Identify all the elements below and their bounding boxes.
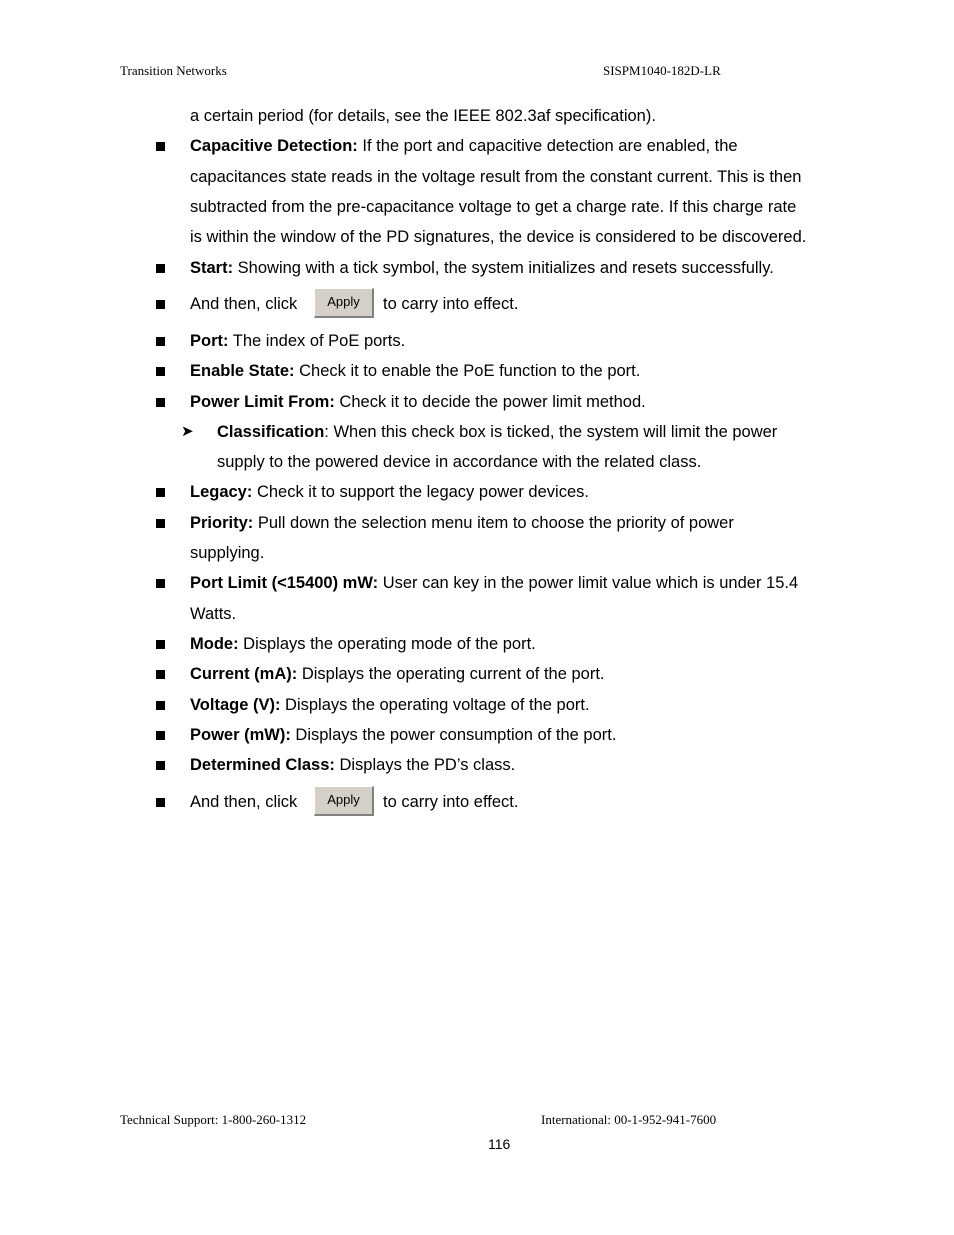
black-square-icon bbox=[156, 640, 165, 649]
footer-support: Technical Support: 1-800-260-1312 bbox=[120, 1112, 307, 1127]
priority-item: Priority: Pull down the selection menu item to choose the priority of power bbox=[190, 514, 734, 532]
classification-item: Classification: When this check box is ticked, the system will limit the power bbox=[217, 423, 778, 441]
apply-button[interactable]: Apply bbox=[314, 786, 374, 816]
port-limit-item: Port Limit (<15400) mW: User can key in the power limit value which is under 15.4 bbox=[190, 574, 799, 592]
power-limit-from-item: Power Limit From: Check it to decide the power limit method. bbox=[190, 393, 646, 411]
text-line: supply to the powered device in accordance with the related class. bbox=[217, 453, 702, 471]
header-model: SISPM1040-182D-LR bbox=[603, 63, 721, 78]
black-square-icon bbox=[156, 300, 165, 309]
black-square-icon bbox=[156, 519, 165, 528]
capacitive-detection-item: Capacitive Detection: If the port and capacitive detection are enabled, the bbox=[190, 137, 738, 155]
black-square-icon bbox=[156, 264, 165, 273]
black-square-icon bbox=[156, 731, 165, 740]
start-item: Start: Showing with a tick symbol, the system initializes and resets successfully. bbox=[190, 259, 774, 277]
text-line: is within the window of the PD signatures, the device is considered to be discovered. bbox=[190, 228, 807, 246]
text-line: subtracted from the pre-capacitance voltage to get a charge rate. If this charge rate bbox=[190, 198, 797, 216]
footer-international: International: 00-1-952-941-7600 bbox=[541, 1112, 717, 1127]
carry-into-effect-text: to carry into effect. bbox=[383, 295, 519, 313]
black-square-icon bbox=[156, 579, 165, 588]
black-square-icon bbox=[156, 367, 165, 376]
and-then-text: And then, click bbox=[190, 295, 298, 313]
apply-button[interactable]: Apply bbox=[314, 288, 374, 318]
enable-state-item: Enable State: Check it to enable the PoE function to the port. bbox=[190, 362, 641, 380]
current-item: Current (mA): Displays the operating current of the port. bbox=[190, 665, 605, 683]
black-square-icon bbox=[156, 337, 165, 346]
black-square-icon bbox=[156, 488, 165, 497]
text-line: Watts. bbox=[190, 605, 237, 623]
voltage-item: Voltage (V): Displays the operating voltage of the port. bbox=[190, 696, 590, 714]
header-company: Transition Networks bbox=[120, 63, 227, 78]
black-square-icon bbox=[156, 761, 165, 770]
and-then-text: And then, click bbox=[190, 793, 298, 811]
port-item: Port: The index of PoE ports. bbox=[190, 332, 406, 350]
black-square-icon bbox=[156, 701, 165, 710]
black-square-icon bbox=[156, 670, 165, 679]
page-number: 116 bbox=[488, 1136, 511, 1152]
text-line: a certain period (for details, see the IEEE 802.3af specification). bbox=[190, 107, 656, 125]
carry-into-effect-text: to carry into effect. bbox=[383, 793, 519, 811]
black-square-icon bbox=[156, 142, 165, 151]
determined-class-item: Determined Class: Displays the PD’s class. bbox=[190, 756, 516, 774]
legacy-item: Legacy: Check it to support the legacy power devices. bbox=[190, 483, 589, 501]
text-line: supplying. bbox=[190, 544, 265, 562]
power-item: Power (mW): Displays the power consumption of the port. bbox=[190, 726, 617, 744]
arrowhead-icon: ➤ bbox=[181, 423, 194, 440]
black-square-icon bbox=[156, 398, 165, 407]
text-line: capacitances state reads in the voltage result from the constant current. This is then bbox=[190, 168, 802, 186]
black-square-icon bbox=[156, 798, 165, 807]
mode-item: Mode: Displays the operating mode of the port. bbox=[190, 635, 536, 653]
